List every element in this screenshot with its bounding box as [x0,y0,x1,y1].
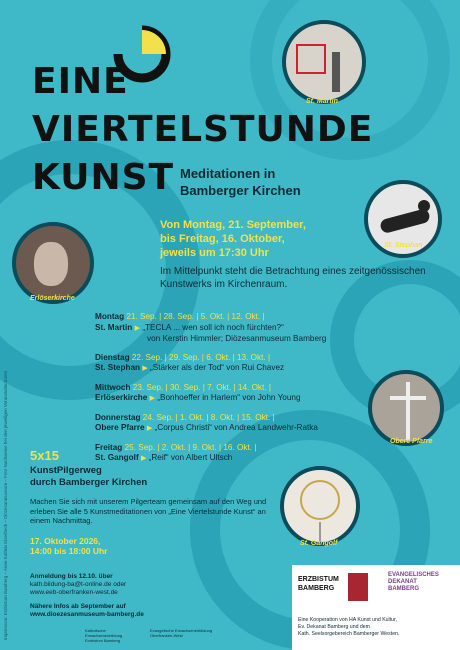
arrow-icon: ▶ [142,365,148,372]
imprint-sidetext: Impressum: Erzbistum Bamberg – Anne Kathrin Eiserbeck – Diözesanmuseum – Foto-Nachweise bei den jeweiligen Veranstalter:innen [3,370,8,640]
artwork: „Bonhoeffer in Harlem“ von John Young [157,393,301,402]
subtitle-line2: Bamberger Kirchen [180,183,301,198]
logo-eeb [150,628,212,638]
arrow-icon: ▶ [149,395,156,402]
church-name: St. Martin [95,322,133,332]
logo-keb [85,628,122,643]
registration-url[interactable]: www.eeb-oberfranken-west.de [30,589,118,596]
date-line3: jeweils um 17:30 Uhr [160,247,269,259]
pilgrim-date1: 17. Oktober 2026, [30,535,101,546]
label-obere-pfarre: Obere Pfarre [390,438,433,445]
coop-line2: Ev. Dekanat Bamberg und dem [298,624,370,630]
artwork: „Reif“ von Albert Ultsch [148,453,233,462]
day-dates: 25. Sep. | 2. Okt. | 9. Okt. | 16. Okt. | [124,442,257,452]
logo-eeb-line2: Oberfranken-West [150,633,183,638]
arrow-icon: ▶ [140,455,147,462]
coop-line1: Eine Kooperation von HA Kunst und Kultur, [298,617,397,623]
day-label: Mittwoch [95,382,131,392]
day-label: Freitag [95,442,123,452]
pilgrim-sub2: durch Bamberger Kirchen [30,477,148,488]
arrow-icon: ▶ [134,324,140,332]
logo-eeb-line1: Evangelische Erwachsenenbildung [150,628,213,633]
dekanat-line3: BAMBERG [388,586,419,592]
dekanat-line2: DEKANAT [388,579,417,585]
intro-text: Im Mittelpunkt steht die Betrachtung eines zeitgenössischen Kunstwerks im Kirchenraum. [160,266,426,290]
subtitle [180,165,301,199]
coop-line3: Kath. Seelsorgebereich Bamberger Westen. [298,631,400,637]
day-label: Dienstag [95,352,130,362]
image-st-martin [282,20,366,104]
schedule-tuesday [95,353,395,375]
image-erloeserkirche [12,222,94,304]
logo-keb-line2: Erwachsenenbildung [85,633,123,638]
registration [30,573,126,597]
logo-keb-line3: Erzbistum Bamberg [85,638,121,643]
church-name: Obere Pfarre [95,423,145,432]
registration-line1: Anmeldung bis 12.10. über [30,573,113,580]
label-st-gangolf: St. Gangolf [300,540,338,547]
erzbistum-line1: ERZBISTUM [298,576,339,583]
day-label: Donnerstag [95,412,141,422]
subtitle-line1: Meditationen in [180,166,276,181]
artwork-detail: von Kerstin Himmler; Diözesanmuseum Bamberg [147,334,327,343]
schedule [95,312,395,465]
date-line1: Von Montag, 21. September, [160,219,306,231]
church-name: St. Gangolf [95,453,139,462]
day-dates: 21. Sep. | 28. Sep. | 5. Okt. | 12. Okt. | [126,312,265,321]
artwork: „Stärker als der Tod“ von Rui Chavez [150,363,285,372]
info-line1: Nähere Infos ab September auf [30,603,126,610]
title-line1: EINE [32,61,129,102]
erzbistum-symbol-icon [348,573,368,601]
day-label: Montag [95,312,125,321]
logo-keb-line1: Katholische [85,628,106,633]
pilgrim-date2: 14:00 bis 18:00 Uhr [30,545,108,556]
label-erloeserkirche: Erlöserkirche [30,295,75,302]
erzbistum-line2: BAMBERG [298,585,335,592]
arrow-icon: ▶ [146,425,153,432]
day-dates: 24. Sep. | 1. Okt. | 8. Okt. | 15. Okt. | [142,412,275,422]
dekanat-line1: EVANGELISCHES [388,572,439,578]
pilgrim-sub1: KunstPilgerweg [30,465,102,476]
pilgrim-section [30,448,280,556]
title-line3: KUNST [32,157,175,198]
pilgrim-text: Machen Sie sich mit unserem Pilgerteam gemeinsam auf den Weg und erleben Sie alle 5 Kunstmeditationen von „Eine Viertelstunde Kunst“ an einem Nachmittag. [30,497,267,525]
info-url[interactable]: www.dioezesanmuseum-bamberg.de [30,611,144,618]
church-name: Erlöserkirche [95,393,148,402]
schedule-wednesday [95,383,395,405]
registration-email[interactable]: kath.bildung-ba@t-online.de oder [30,581,127,588]
title-line2: VIERTELSTUNDE [32,109,374,150]
church-name: St. Stephan [95,363,141,372]
day-dates: 23. Sep. | 30. Sep. | 7. Okt. | 14. Okt. | [132,382,271,392]
day-dates: 22. Sep. | 29. Sep. | 6. Okt. | 13. Okt. | [131,352,271,362]
schedule-thursday [95,413,395,435]
cooperation-text [298,617,399,638]
erzbistum-logo [298,575,339,593]
pilgrim-heading: 5x15 [30,448,59,463]
date-line2: bis Freitag, 16. Oktober, [160,233,285,245]
schedule-monday [95,312,395,345]
dekanat-logo [388,572,439,593]
artwork: „Corpus Christi“ von Andrea Landwehr-Ratka [154,423,318,432]
artwork: „TECLA ... wen soll ich noch fürchten?“ [142,322,284,332]
image-st-gangolf [280,466,360,546]
date-range [160,218,306,260]
info [30,603,144,619]
label-st-stephan: St. Stephan [384,242,423,249]
label-st-martin: St. Martin [306,98,338,105]
